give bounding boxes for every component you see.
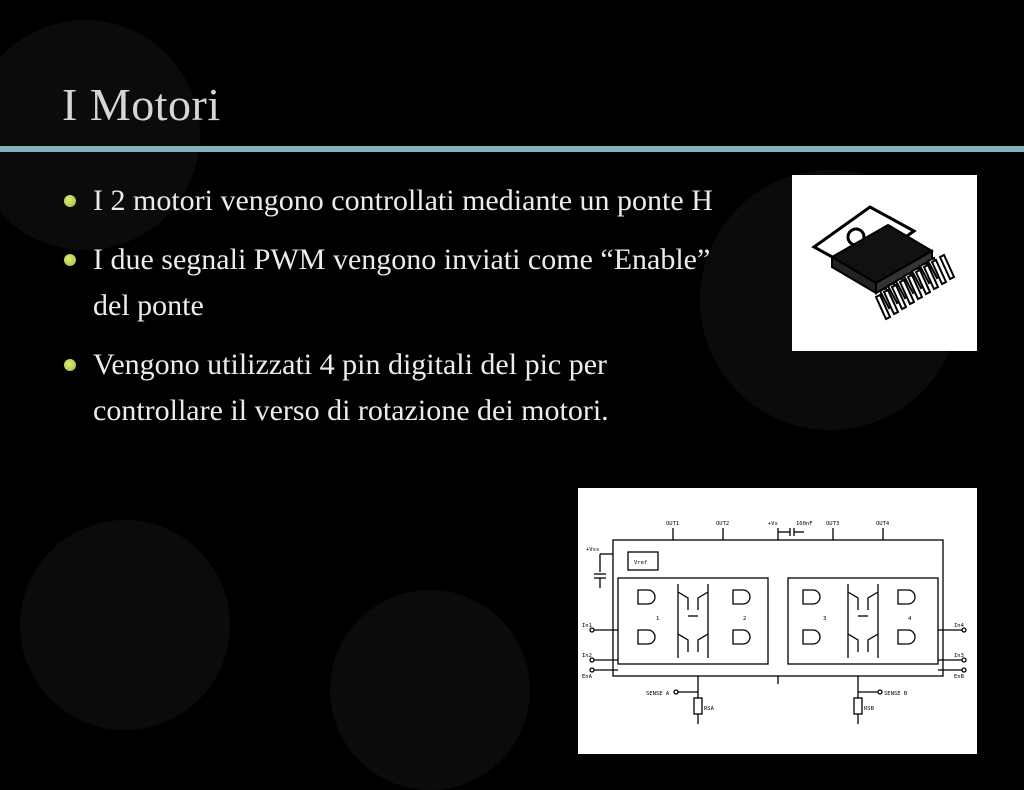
label-rsa: RSA bbox=[704, 706, 714, 712]
bullet-dot-icon bbox=[64, 359, 76, 371]
label-bridge-1: 1 bbox=[656, 616, 660, 622]
bullet-item bbox=[64, 237, 714, 329]
label-out2: OUT2 bbox=[716, 521, 730, 527]
slide-title: I Motori bbox=[62, 79, 221, 130]
label-out4: OUT4 bbox=[876, 521, 890, 527]
chip-package-image bbox=[792, 175, 977, 351]
h-bridge-schematic bbox=[578, 488, 977, 754]
bullet-item bbox=[64, 178, 714, 224]
bullet-text: I 2 motori vengono controllati mediante un ponte H bbox=[93, 184, 713, 217]
label-in2: In2 bbox=[582, 653, 592, 659]
label-rsb: RSB bbox=[864, 706, 874, 712]
schematic-diagram bbox=[578, 488, 977, 754]
background-circle bbox=[330, 590, 530, 790]
label-sense-a: SENSE A bbox=[646, 691, 670, 697]
label-sense-b: SENSE B bbox=[884, 691, 908, 697]
bullet-list bbox=[64, 178, 714, 447]
label-in4: In4 bbox=[954, 623, 964, 629]
label-vss: +Vss bbox=[586, 547, 600, 553]
bullet-text: I due segnali PWM vengono inviati come “Enable” del ponte bbox=[93, 243, 711, 322]
label-vs: +Vs bbox=[768, 521, 778, 527]
label-out1: OUT1 bbox=[666, 521, 680, 527]
bullet-item bbox=[64, 342, 714, 434]
label-ena: EnA bbox=[582, 674, 592, 680]
bullet-dot-icon bbox=[64, 195, 76, 207]
background-circle bbox=[20, 520, 230, 730]
label-vref: Vref bbox=[634, 560, 648, 566]
label-bridge-4: 4 bbox=[908, 616, 912, 622]
title-divider bbox=[0, 146, 1024, 152]
label-cap: 100nF bbox=[796, 521, 813, 527]
label-enb: EnB bbox=[954, 674, 964, 680]
bullet-text: Vengono utilizzati 4 pin digitali del pic per controllare il verso di rotazione dei motori. bbox=[93, 348, 609, 427]
label-out3: OUT3 bbox=[826, 521, 840, 527]
label-in3: In3 bbox=[954, 653, 964, 659]
bullet-dot-icon bbox=[64, 254, 76, 266]
label-bridge-3: 3 bbox=[823, 616, 827, 622]
label-bridge-2: 2 bbox=[743, 616, 747, 622]
h-bridge-ic-icon bbox=[792, 175, 977, 351]
label-in1: In1 bbox=[582, 623, 592, 629]
